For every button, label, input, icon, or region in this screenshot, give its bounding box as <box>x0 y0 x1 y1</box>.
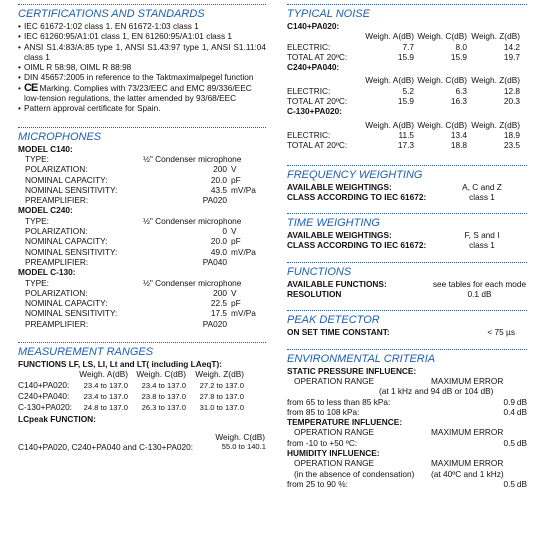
mic-sensitivity-value: 17.5 <box>210 308 227 319</box>
mic-sensitivity-unit: mV/Pa <box>231 184 256 195</box>
noise-electric-value: 12.8 <box>503 85 520 96</box>
mic-polarization-value: 200 <box>213 287 227 298</box>
noise-electric-value: 8.0 <box>455 41 467 52</box>
range-row-label: C140+PA020: <box>18 379 70 390</box>
resolution-row: RESOLUTION 0.1 dB <box>287 289 527 299</box>
mic-capacity-label: NOMINAL CAPACITY: <box>25 174 108 185</box>
noise-electric-value: 5.2 <box>402 85 414 96</box>
static-header-row: OPERATION RANGE MAXIMUM ERROR <box>294 375 504 386</box>
fw-available-row: AVAILABLE WEIGHTINGS: A, C and Z <box>287 182 527 192</box>
mic-capacity-row <box>18 175 266 185</box>
noise-header: Weigh. Z(dB) <box>471 75 520 86</box>
noise-electric-label: ELECTRIC: <box>287 41 331 52</box>
noise-header: Weigh. C(dB) <box>417 31 467 42</box>
range-value-a: 24.8 to 137.0 <box>83 403 128 413</box>
range-value-c: 26.3 to 137.0 <box>141 403 186 413</box>
frequency-weighting-section <box>287 165 527 203</box>
noise-header: Weigh. Z(dB) <box>471 31 520 42</box>
noise-total-value: 19.7 <box>503 51 520 62</box>
cert-item: • OIML R 58:98, OIML R 88:98 <box>18 62 266 72</box>
noise-electric-row <box>287 86 527 96</box>
range-value-a: 23.4 to 137.0 <box>83 380 128 390</box>
noise-total-label: TOTAL AT 20ºC: <box>287 96 348 107</box>
time-weighting-section <box>287 213 527 251</box>
mic-preamplifier-label: PREAMPLIFIER: <box>25 256 89 267</box>
cert-item: • IEC 61260:95/A1:01 class 1, EN 61260:95/A1:01 class 1 <box>18 31 266 41</box>
range-value-z: 27.2 to 137.0 <box>199 380 244 390</box>
mic-sensitivity-label: NOMINAL SENSITIVITY: <box>25 308 118 319</box>
noise-total-row <box>287 52 527 62</box>
mic-polarization-label: POLARIZATION: <box>25 226 88 237</box>
mic-capacity-value: 20.0 <box>210 174 227 185</box>
noise-electric-value: 7.7 <box>402 41 414 52</box>
mic-preamplifier-value: PA020 <box>202 318 227 329</box>
noise-electric-row <box>287 130 527 140</box>
mic-sensitivity-label: NOMINAL SENSITIVITY: <box>25 184 118 195</box>
mic-sensitivity-value: 43.5 <box>210 184 227 195</box>
noise-total-row <box>287 140 527 150</box>
static-error-unit: dB <box>516 396 527 407</box>
mic-polarization-row <box>18 288 266 298</box>
cert-item: • ANSI S1.4:83/A:85 type 1, ANSI S1.43:97 type 1, ANSI S1.11:04 class 1 <box>18 42 266 63</box>
temperature-row: from -10 to +50 ºC: 0.5 dB <box>287 437 527 448</box>
lcpeak-header-row <box>18 432 266 442</box>
static-range-label: from 65 to less than 85 kPa: <box>287 396 391 407</box>
humidity-condition-row: (in the absence of condensation) (at 40ºC and 1 kHz) <box>294 468 504 479</box>
frequency-weighting-title: FREQUENCY WEIGHTING <box>287 168 423 181</box>
mic-capacity-value: 20.0 <box>210 236 227 247</box>
environmental-section <box>287 349 527 490</box>
tw-available-value: F, S and I <box>464 230 500 241</box>
fw-available-value: A, C and Z <box>462 181 502 192</box>
range-header-row <box>18 369 266 379</box>
noise-total-value: 15.9 <box>397 51 414 62</box>
static-condition-row: (at 1 kHz and 94 dB or 104 dB) <box>379 386 494 397</box>
lcpeak-value: 55.0 to 140.1 <box>221 442 266 452</box>
static-range-label: from 85 to 108 kPa: <box>287 406 360 417</box>
measurement-ranges-title: MEASUREMENT RANGES <box>18 346 154 359</box>
noise-group-name: C240+PA040: <box>287 62 340 73</box>
mic-polarization-unit: V <box>231 287 237 298</box>
noise-total-value: 18.8 <box>450 140 467 151</box>
temperature-header-row: OPERATION RANGE MAXIMUM ERROR <box>294 427 504 438</box>
noise-group-name: C-130+PA020: <box>287 106 342 117</box>
mic-polarization-unit: V <box>231 164 237 175</box>
noise-group-name: C140+PA020: <box>287 21 340 31</box>
humidity-header-row: OPERATION RANGE MAXIMUM ERROR <box>294 458 504 469</box>
noise-total-value: 16.3 <box>450 96 467 107</box>
mic-capacity-row <box>18 236 266 246</box>
microphones-section <box>18 127 266 329</box>
microphones-title: MICROPHONES <box>18 130 102 143</box>
mic-capacity-value: 22.5 <box>210 298 227 309</box>
noise-electric-value: 13.4 <box>450 129 467 140</box>
mic-polarization-value: 0 <box>222 226 227 237</box>
noise-header: Weigh. A(dB) <box>365 119 414 130</box>
cert-item: • IEC 61672-1:02 class 1. EN 61672-1:03 class 1 <box>18 21 266 31</box>
mic-sensitivity-label: NOMINAL SENSITIVITY: <box>25 246 118 257</box>
noise-header-row <box>287 120 527 130</box>
range-row <box>18 402 266 413</box>
mic-preamplifier-row <box>18 195 266 205</box>
mic-polarization-row <box>18 226 266 236</box>
noise-total-row <box>287 96 527 106</box>
ce-mark-icon: CE <box>24 81 38 94</box>
lcpeak-header: Weigh. C(dB) <box>215 431 265 442</box>
noise-electric-label: ELECTRIC: <box>287 129 331 140</box>
header-weigh-z: Weigh. Z(dB) <box>195 369 244 380</box>
typical-noise-title: TYPICAL NOISE <box>287 8 370 20</box>
range-value-z: 31.0 to 137.0 <box>199 403 244 413</box>
mic-type-row <box>18 154 266 164</box>
range-row <box>18 391 266 402</box>
mic-polarization-unit: V <box>231 226 237 237</box>
lcpeak-label: C140+PA020, C240+PA040 and C-130+PA020: <box>18 442 194 453</box>
left-column <box>18 0 266 452</box>
noise-header: Weigh. Z(dB) <box>471 119 520 130</box>
static-pressure-row <box>287 407 527 417</box>
noise-header-row <box>287 31 527 41</box>
mic-capacity-row <box>18 298 266 308</box>
range-value-c: 23.8 to 137.0 <box>141 391 186 401</box>
range-row-label: C-130+PA020: <box>18 402 73 413</box>
typical-noise-section <box>287 4 527 151</box>
onset-value: < 75 µs <box>487 327 515 338</box>
mic-type-label: TYPE: <box>25 153 49 164</box>
tw-available-row: AVAILABLE WEIGHTINGS: F, S and I <box>287 230 527 240</box>
mic-capacity-unit: pF <box>231 298 241 309</box>
noise-total-label: TOTAL AT 20ºC: <box>287 51 348 62</box>
static-pressure-heading: STATIC PRESSURE INFLUENCE: <box>287 365 417 376</box>
resolution-value: 0.1 dB <box>467 289 492 300</box>
static-error-value: 0.4 <box>503 406 515 417</box>
mic-capacity-unit: pF <box>231 236 241 247</box>
range-row-label: C240+PA040: <box>18 390 70 401</box>
noise-total-value: 15.9 <box>450 51 467 62</box>
range-row <box>18 380 266 391</box>
noise-total-value: 15.9 <box>397 96 414 107</box>
header-weigh-c: Weigh. C(dB) <box>136 369 186 380</box>
mic-type-row <box>18 278 266 288</box>
mic-model-name: MODEL C-130: <box>18 267 76 278</box>
temperature-heading: TEMPERATURE INFLUENCE: <box>287 417 403 428</box>
cert-item: • Pattern approval certificate for Spain. <box>18 103 266 113</box>
mic-type-label: TYPE: <box>25 215 49 226</box>
header-weigh-a: Weigh. A(dB) <box>79 369 128 380</box>
mic-sensitivity-row <box>18 185 266 195</box>
noise-header: Weigh. C(dB) <box>417 119 467 130</box>
noise-header: Weigh. C(dB) <box>417 75 467 86</box>
functions-heading: FUNCTIONS LF, LS, LI, Lt and LT( including LAeqT): <box>18 359 223 370</box>
fw-class-value: class 1 <box>469 191 495 202</box>
time-weighting-title: TIME WEIGHTING <box>287 217 380 230</box>
range-value-a: 23.4 to 137.0 <box>83 391 128 401</box>
mic-polarization-row <box>18 164 266 174</box>
noise-electric-value: 6.3 <box>455 85 467 96</box>
noise-electric-value: 11.5 <box>398 129 414 140</box>
mic-model-name: MODEL C140: <box>18 143 73 154</box>
noise-total-value: 23.5 <box>503 140 520 151</box>
noise-total-label: TOTAL AT 20ºC: <box>287 140 348 151</box>
lcpeak-row <box>18 442 266 452</box>
mic-preamplifier-label: PREAMPLIFIER: <box>25 318 89 329</box>
noise-electric-label: ELECTRIC: <box>287 85 331 96</box>
tw-class-value: class 1 <box>469 240 495 251</box>
functions-title: FUNCTIONS <box>287 265 352 278</box>
mic-type-row <box>18 216 266 226</box>
onset-row: ON SET TIME CONSTANT: < 75 µs <box>287 327 527 337</box>
mic-preamplifier-row <box>18 257 266 267</box>
noise-header: Weigh. A(dB) <box>365 75 414 86</box>
mic-type-value: ½" Condenser microphone <box>143 215 242 226</box>
mic-model-name: MODEL C240: <box>18 205 73 216</box>
mic-preamplifier-value: PA020 <box>202 195 227 206</box>
measurement-ranges-section <box>18 342 266 452</box>
noise-electric-value: 14.2 <box>503 41 520 52</box>
fw-class-row: CLASS ACCORDING TO IEC 61672: class 1 <box>287 192 527 202</box>
cert-item-ce: • CE Marking. Complies with 73/23/EEC and EMC 89/336/EEC low-tension regulations, the latter amended by 93/68/EEC <box>18 83 266 104</box>
right-column <box>287 0 527 489</box>
mic-preamplifier-label: PREAMPLIFIER: <box>25 195 89 206</box>
static-error-value: 0.9 <box>503 396 515 407</box>
mic-capacity-unit: pF <box>231 174 241 185</box>
mic-capacity-label: NOMINAL CAPACITY: <box>25 236 108 247</box>
mic-type-label: TYPE: <box>25 277 49 288</box>
mic-sensitivity-unit: mV/Pa <box>231 246 256 257</box>
functions-section <box>287 262 527 300</box>
mic-polarization-label: POLARIZATION: <box>25 287 88 298</box>
mic-preamplifier-row <box>18 319 266 329</box>
static-pressure-row <box>287 397 527 407</box>
mic-sensitivity-unit: mV/Pa <box>231 308 256 319</box>
functions-available-row: AVAILABLE FUNCTIONS: see tables for each mode <box>287 278 527 289</box>
peak-detector-title: PEAK DETECTOR <box>287 314 380 327</box>
static-error-unit: dB <box>516 406 527 417</box>
mic-type-value: ½" Condenser microphone <box>143 153 242 164</box>
noise-header-row <box>287 75 527 85</box>
lcpeak-heading: LCpeak FUNCTION: <box>18 413 96 424</box>
humidity-heading: HUMIDITY INFLUENCE: <box>287 448 380 459</box>
peak-detector-section <box>287 310 527 337</box>
noise-electric-value: 18.9 <box>503 129 520 140</box>
mic-type-value: ½" Condenser microphone <box>143 277 242 288</box>
cert-item: • DIN 45657:2005 in reference to the Taktmaximalpegel function <box>18 72 266 82</box>
noise-total-value: 20.3 <box>503 96 520 107</box>
mic-preamplifier-value: PA040 <box>202 256 227 267</box>
mic-polarization-label: POLARIZATION: <box>25 164 88 175</box>
certifications-section <box>18 4 266 114</box>
mic-capacity-label: NOMINAL CAPACITY: <box>25 298 108 309</box>
environmental-title: ENVIRONMENTAL CRITERIA <box>287 352 436 365</box>
range-value-z: 27.8 to 137.0 <box>199 391 244 401</box>
mic-sensitivity-row <box>18 247 266 257</box>
noise-header: Weigh. A(dB) <box>365 31 414 42</box>
noise-electric-row <box>287 42 527 52</box>
range-value-c: 23.4 to 137.0 <box>141 380 186 390</box>
noise-total-value: 17.3 <box>397 140 414 151</box>
functions-available-value: see tables for each mode <box>432 278 527 289</box>
humidity-row: from 25 to 90 %: 0.5 dB <box>287 478 527 489</box>
certifications-title: CERTIFICATIONS AND STANDARDS <box>18 8 205 20</box>
tw-class-row: CLASS ACCORDING TO IEC 61672: class 1 <box>287 240 527 250</box>
mic-sensitivity-value: 49.0 <box>210 246 227 257</box>
mic-sensitivity-row <box>18 308 266 318</box>
mic-polarization-value: 200 <box>213 164 227 175</box>
